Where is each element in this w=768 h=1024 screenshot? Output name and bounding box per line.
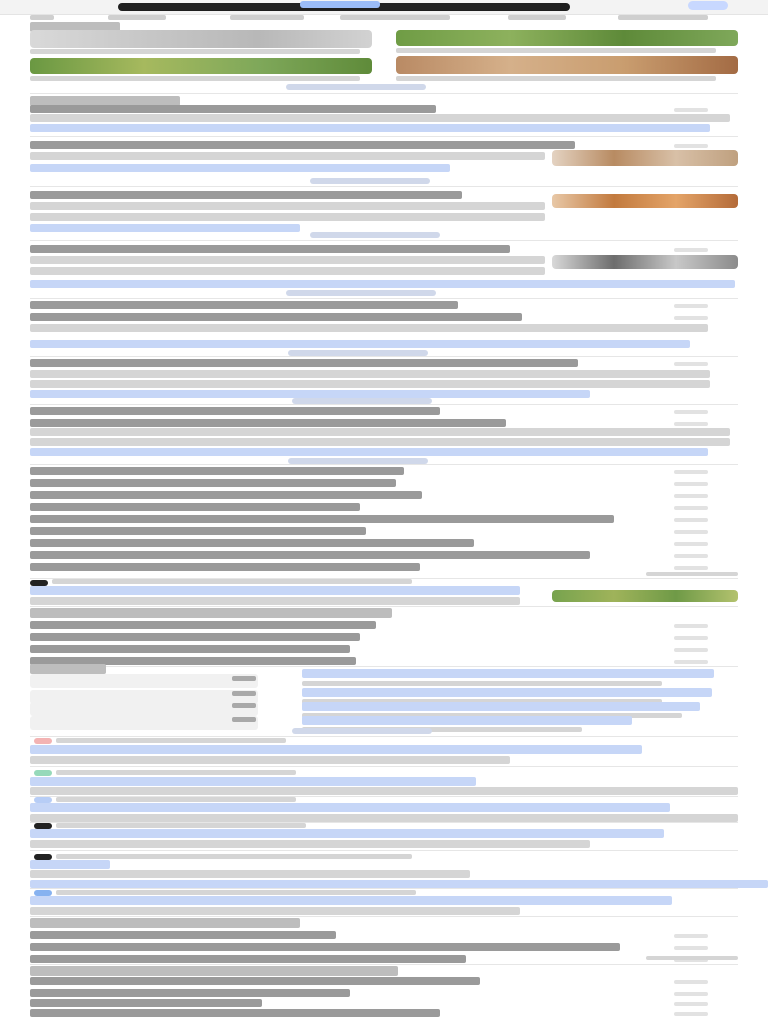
chevron-down-icon[interactable] — [674, 506, 708, 510]
question-text — [30, 539, 474, 547]
tab[interactable] — [108, 15, 166, 20]
image-result[interactable] — [30, 58, 372, 74]
image-caption — [396, 48, 716, 53]
chevron-down-icon[interactable] — [674, 470, 708, 474]
search-icon[interactable] — [674, 648, 708, 652]
play-icon — [232, 676, 256, 681]
question-text — [30, 955, 466, 963]
chevron-down-icon[interactable] — [674, 482, 708, 486]
more-results-button[interactable] — [310, 178, 430, 184]
image-result[interactable] — [396, 30, 738, 46]
result-snippet — [30, 840, 590, 848]
divider — [30, 240, 738, 241]
question-row[interactable] — [30, 300, 738, 312]
play-icon — [232, 717, 256, 722]
video-title-link[interactable] — [302, 702, 700, 711]
question-row[interactable] — [30, 406, 738, 418]
sitelinks[interactable] — [30, 880, 768, 888]
tab[interactable] — [230, 15, 304, 20]
result-source — [56, 823, 306, 828]
answer-text — [30, 267, 545, 275]
chevron-down-icon[interactable] — [674, 362, 708, 366]
section-heading — [30, 664, 106, 674]
more-images-button[interactable] — [286, 84, 426, 90]
divider — [30, 736, 738, 737]
divider — [30, 964, 738, 965]
related-search-text — [30, 977, 480, 985]
question-text — [30, 527, 366, 535]
divider — [30, 404, 738, 405]
video-title-link[interactable] — [302, 688, 712, 697]
question-text — [30, 313, 522, 321]
related-search-text — [30, 999, 262, 1007]
chevron-down-icon[interactable] — [674, 542, 708, 546]
answer-text — [30, 380, 710, 388]
question-row[interactable] — [30, 942, 738, 954]
result-thumbnail — [552, 590, 738, 602]
question-text — [30, 301, 458, 309]
answer-text — [30, 213, 545, 221]
play-icon — [232, 691, 256, 696]
answer-thumbnail — [552, 150, 738, 166]
divider — [30, 298, 738, 299]
result-title-link[interactable] — [30, 896, 672, 905]
question-text — [30, 419, 506, 427]
result-source — [56, 770, 296, 775]
video-meta — [302, 681, 662, 686]
result-snippet — [30, 756, 510, 764]
account-avatar[interactable] — [688, 1, 728, 10]
question-row[interactable] — [30, 358, 738, 370]
question-row[interactable] — [30, 538, 738, 550]
question-row[interactable] — [30, 478, 738, 490]
chevron-down-icon[interactable] — [674, 316, 708, 320]
search-icon[interactable] — [674, 636, 708, 640]
related-search-text — [30, 989, 350, 997]
image-caption — [30, 49, 360, 54]
result-title-link[interactable] — [30, 745, 642, 754]
question-row[interactable] — [30, 930, 738, 942]
divider — [30, 136, 738, 137]
image-caption — [396, 76, 716, 81]
result-link[interactable] — [30, 448, 708, 456]
answer-text — [30, 324, 708, 332]
result-source — [56, 890, 416, 895]
question-row[interactable] — [30, 466, 738, 478]
question-row[interactable] — [30, 562, 738, 574]
question-text — [30, 105, 436, 113]
result-link[interactable] — [30, 164, 450, 172]
tab[interactable] — [618, 15, 708, 20]
favicon-icon — [34, 770, 52, 776]
question-text — [30, 191, 462, 199]
chevron-down-icon[interactable] — [674, 304, 708, 308]
question-text — [30, 503, 360, 511]
result-link[interactable] — [30, 124, 710, 132]
search-icon[interactable] — [674, 1002, 708, 1006]
related-search-row[interactable] — [30, 632, 738, 644]
video-thumbnail[interactable] — [30, 674, 258, 688]
image-result[interactable] — [396, 56, 738, 74]
video-title-link[interactable] — [302, 716, 632, 725]
question-text — [30, 931, 336, 939]
question-text — [30, 551, 590, 559]
tab[interactable] — [340, 15, 450, 20]
more-results-button[interactable] — [310, 232, 440, 238]
result-title-link[interactable] — [30, 860, 110, 869]
result-title-link[interactable] — [30, 803, 670, 812]
related-search-row[interactable] — [30, 976, 738, 988]
play-icon — [232, 703, 256, 708]
divider — [30, 916, 738, 917]
related-search-row[interactable] — [30, 644, 738, 656]
video-title-link[interactable] — [302, 669, 714, 678]
result-link[interactable] — [30, 280, 735, 288]
divider — [30, 888, 738, 889]
answer-text — [30, 202, 545, 210]
search-icon[interactable] — [674, 992, 708, 996]
result-source — [56, 854, 412, 859]
answer-text — [30, 114, 730, 122]
result-title-link[interactable] — [30, 829, 664, 838]
question-row[interactable] — [30, 312, 738, 324]
question-text — [30, 515, 614, 523]
related-search-row[interactable] — [30, 620, 738, 632]
feedback-link[interactable] — [646, 956, 738, 960]
question-row[interactable] — [30, 490, 738, 502]
answer-text — [30, 370, 710, 378]
result-title-link[interactable] — [30, 586, 520, 595]
result-source — [52, 579, 412, 584]
question-text — [30, 467, 404, 475]
chevron-down-icon[interactable] — [674, 946, 708, 950]
related-search-text — [30, 621, 376, 629]
result-snippet — [30, 907, 520, 915]
chevron-down-icon[interactable] — [674, 554, 708, 558]
question-row[interactable] — [30, 550, 738, 562]
result-source — [56, 797, 296, 802]
chevron-down-icon[interactable] — [674, 566, 708, 570]
chevron-down-icon[interactable] — [674, 248, 708, 252]
divider — [30, 186, 738, 187]
result-snippet — [30, 814, 738, 822]
question-text — [30, 245, 510, 253]
related-search-text — [30, 633, 360, 641]
answer-text — [30, 256, 545, 264]
more-results-button[interactable] — [286, 290, 436, 296]
question-text — [30, 359, 578, 367]
answer-thumbnail — [552, 194, 738, 208]
section-heading — [30, 966, 398, 976]
top-toolbar — [0, 0, 768, 15]
answer-thumbnail — [552, 255, 738, 269]
search-icon[interactable] — [674, 980, 708, 984]
result-snippet — [30, 787, 738, 795]
answer-text — [30, 438, 730, 446]
divider — [30, 766, 738, 767]
question-row[interactable] — [30, 526, 738, 538]
related-search-text — [30, 645, 350, 653]
section-heading — [30, 918, 300, 928]
favicon-icon — [34, 738, 52, 744]
result-link[interactable] — [30, 390, 590, 398]
search-icon[interactable] — [674, 1012, 708, 1016]
question-text — [30, 479, 396, 487]
feedback-link[interactable] — [646, 572, 738, 576]
question-text — [30, 407, 440, 415]
result-link[interactable] — [30, 340, 690, 348]
result-title-link[interactable] — [30, 777, 476, 786]
divider — [30, 666, 738, 667]
question-text — [30, 141, 575, 149]
image-result[interactable] — [30, 30, 372, 48]
search-tabs — [30, 14, 730, 22]
more-videos-button[interactable] — [292, 728, 432, 734]
video-thumbnail[interactable] — [30, 702, 258, 716]
result-link[interactable] — [30, 224, 300, 232]
divider — [30, 606, 738, 607]
question-text — [30, 943, 620, 951]
section-heading — [30, 608, 392, 618]
chevron-down-icon[interactable] — [674, 144, 708, 148]
chevron-down-icon[interactable] — [674, 422, 708, 426]
divider — [30, 93, 738, 94]
divider — [30, 464, 738, 465]
chevron-down-icon[interactable] — [674, 494, 708, 498]
tab[interactable] — [508, 15, 566, 20]
divider — [30, 356, 738, 357]
chevron-down-icon[interactable] — [674, 934, 708, 938]
result-source — [56, 738, 286, 743]
chevron-down-icon[interactable] — [674, 410, 708, 414]
divider — [30, 850, 738, 851]
related-search-row[interactable] — [30, 1008, 738, 1020]
search-engine-logo[interactable] — [300, 1, 380, 8]
question-text — [30, 491, 422, 499]
question-row[interactable] — [30, 514, 738, 526]
question-row[interactable] — [30, 502, 738, 514]
search-icon[interactable] — [674, 660, 708, 664]
answer-text — [30, 152, 545, 160]
related-search-text — [30, 1009, 440, 1017]
question-text — [30, 563, 420, 571]
result-snippet — [30, 597, 520, 605]
tab[interactable] — [30, 15, 54, 20]
video-thumbnail[interactable] — [30, 716, 258, 730]
result-snippet — [30, 870, 470, 878]
chevron-down-icon[interactable] — [674, 518, 708, 522]
chevron-down-icon[interactable] — [674, 530, 708, 534]
answer-text — [30, 428, 730, 436]
search-icon[interactable] — [674, 624, 708, 628]
chevron-down-icon[interactable] — [674, 108, 708, 112]
image-caption — [30, 76, 360, 81]
